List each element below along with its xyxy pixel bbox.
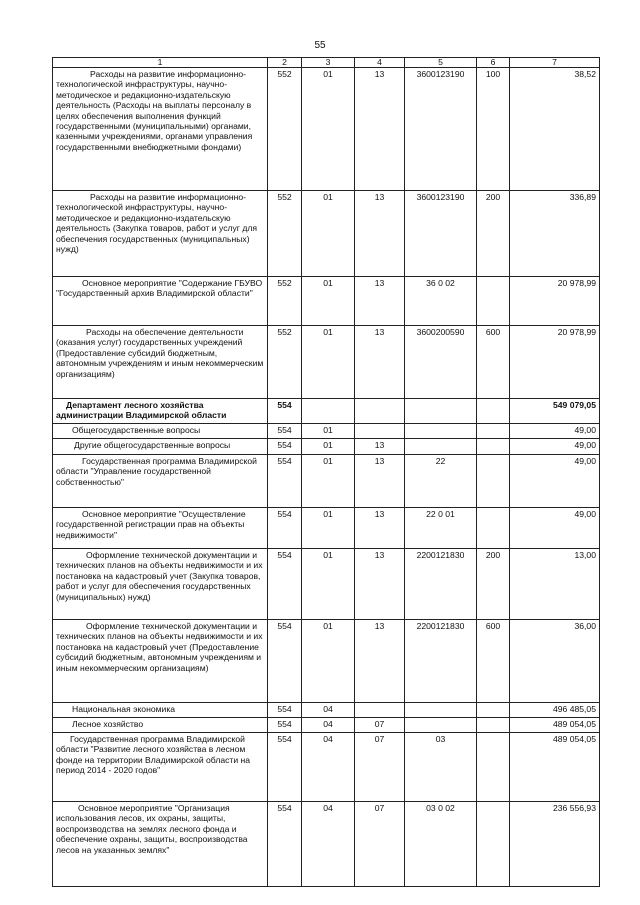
expense-type-cell: 200 <box>477 549 510 620</box>
grbs-code-cell: 554 <box>268 703 302 718</box>
amount-cell: 13,00 <box>510 549 600 620</box>
section-code-cell: 04 <box>302 802 355 887</box>
item-name-cell <box>53 277 268 326</box>
grbs-code-cell: 554 <box>268 718 302 733</box>
item-name-text: Другие общегосударственные вопросы <box>74 440 231 450</box>
amount-cell: 49,00 <box>510 508 600 549</box>
target-code-cell <box>405 703 477 718</box>
item-name-text: Государственная программа Владимирской области "Развитие лесного хозяйства в лесном фонде на территории Владимирской области на период 2014 - 2020 годов" <box>56 734 251 776</box>
table-row <box>53 549 600 620</box>
table-row <box>53 455 600 508</box>
amount-cell: 36,00 <box>510 620 600 703</box>
target-code-cell: 22 0 01 <box>405 508 477 549</box>
subsection-code-cell: 13 <box>355 277 405 326</box>
amount-cell: 489 054,05 <box>510 718 600 733</box>
target-code-cell: 2200121830 <box>405 620 477 703</box>
table-row <box>53 733 600 802</box>
grbs-code-cell: 554 <box>268 455 302 508</box>
expense-type-cell <box>477 455 510 508</box>
item-name-cell <box>53 549 268 620</box>
item-name-text: Основное мероприятие "Содержание ГБУВО "Государственный архив Владимирской области" <box>56 278 263 299</box>
item-name-text: Расходы на обеспечение деятельности (оказания услуг) государственных учреждений (Предоставление субсидий бюджетным, автономным учреждениям и иным некоммерческим организациям) <box>56 327 264 379</box>
item-name-cell <box>53 620 268 703</box>
table-row <box>53 620 600 703</box>
subsection-code-cell <box>355 424 405 439</box>
item-name-cell <box>53 718 268 733</box>
amount-cell: 38,52 <box>510 68 600 191</box>
header-cell: 7 <box>510 58 600 68</box>
target-code-cell <box>405 439 477 455</box>
header-cell: 4 <box>355 58 405 68</box>
header-cell: 2 <box>268 58 302 68</box>
expense-type-cell: 600 <box>477 326 510 399</box>
table-row <box>53 68 600 191</box>
section-code-cell: 01 <box>302 326 355 399</box>
subsection-code-cell: 07 <box>355 733 405 802</box>
target-code-cell: 03 <box>405 733 477 802</box>
table-row <box>53 191 600 277</box>
section-code-cell: 01 <box>302 439 355 455</box>
item-name-text: Расходы на развитие информационно-технологической инфраструктуры, научно-методическое и редакционно-издательскую деятельность (Закупка товаров, работ и услуг для обеспечения государственных (муниципальных) нужд) <box>56 192 258 255</box>
grbs-code-cell: 552 <box>268 68 302 191</box>
grbs-code-cell: 554 <box>268 802 302 887</box>
subsection-code-cell: 07 <box>355 718 405 733</box>
item-name-cell <box>53 802 268 887</box>
amount-cell: 489 054,05 <box>510 733 600 802</box>
subsection-code-cell: 13 <box>355 508 405 549</box>
expense-type-cell: 600 <box>477 620 510 703</box>
expense-type-cell: 200 <box>477 191 510 277</box>
section-code-cell: 01 <box>302 424 355 439</box>
table-row <box>53 277 600 326</box>
item-name-text: Оформление технической документации и технических планов на объекты недвижимости и их постановка на кадастровый учет (Предоставление субсидий бюджетным, автономным учреждениям и иным некоммерческим организациям) <box>56 621 263 673</box>
header-cell: 5 <box>405 58 477 68</box>
amount-cell: 20 978,99 <box>510 326 600 399</box>
expense-type-cell <box>477 508 510 549</box>
header-cell: 3 <box>302 58 355 68</box>
item-name-cell <box>53 439 268 455</box>
target-code-cell: 36 0 02 <box>405 277 477 326</box>
amount-cell: 549 079,05 <box>510 399 600 424</box>
subsection-code-cell: 13 <box>355 326 405 399</box>
header-cell: 6 <box>477 58 510 68</box>
subsection-code-cell: 13 <box>355 191 405 277</box>
amount-cell: 20 978,99 <box>510 277 600 326</box>
table-row <box>53 424 600 439</box>
subsection-code-cell: 13 <box>355 455 405 508</box>
expense-type-cell <box>477 733 510 802</box>
target-code-cell <box>405 399 477 424</box>
item-name-cell <box>53 455 268 508</box>
subsection-code-cell: 13 <box>355 439 405 455</box>
target-code-cell: 2200121830 <box>405 549 477 620</box>
item-name-text: Общегосударственные вопросы <box>72 425 201 435</box>
grbs-code-cell: 554 <box>268 733 302 802</box>
grbs-code-cell: 554 <box>268 424 302 439</box>
amount-cell: 49,00 <box>510 424 600 439</box>
target-code-cell: 3600123190 <box>405 68 477 191</box>
expense-type-cell <box>477 439 510 455</box>
grbs-code-cell: 552 <box>268 191 302 277</box>
page-number: 55 <box>314 40 326 51</box>
table-row <box>53 439 600 455</box>
section-code-cell: 01 <box>302 191 355 277</box>
subsection-code-cell <box>355 399 405 424</box>
table-row <box>53 703 600 718</box>
item-name-cell <box>53 326 268 399</box>
table-row <box>53 718 600 733</box>
section-code-cell: 04 <box>302 703 355 718</box>
grbs-code-cell: 554 <box>268 439 302 455</box>
target-code-cell <box>405 424 477 439</box>
item-name-text: Основное мероприятие "Осуществление государственной регистрации прав на объекты недвижимости" <box>56 509 246 540</box>
subsection-code-cell <box>355 703 405 718</box>
table-row <box>53 326 600 399</box>
item-name-cell <box>53 703 268 718</box>
section-code-cell: 01 <box>302 549 355 620</box>
section-code-cell: 01 <box>302 68 355 191</box>
table-body <box>53 68 600 887</box>
target-code-cell: 22 <box>405 455 477 508</box>
item-name-cell <box>53 508 268 549</box>
item-name-text: Основное мероприятие "Организация использования лесов, их охраны, защиты, воспроизводства на землях лесного фонда и обеспечение охраны, защиты, воспроизводства лесов на указанных землях" <box>56 803 248 855</box>
table-row <box>53 399 600 424</box>
amount-cell: 49,00 <box>510 439 600 455</box>
target-code-cell: 3600123190 <box>405 191 477 277</box>
subsection-code-cell: 13 <box>355 549 405 620</box>
expense-type-cell <box>477 718 510 733</box>
section-code-cell: 01 <box>302 277 355 326</box>
expense-type-cell <box>477 802 510 887</box>
table-row <box>53 802 600 887</box>
amount-cell: 236 556,93 <box>510 802 600 887</box>
table-row <box>53 508 600 549</box>
item-name-cell <box>53 399 268 424</box>
subsection-code-cell: 07 <box>355 802 405 887</box>
item-name-cell <box>53 733 268 802</box>
item-name-text: Департамент лесного хозяйства администрации Владимирской области <box>56 400 227 421</box>
item-name-text: Расходы на развитие информационно-технологической инфраструктуры, научно-методическое и редакционно-издательскую деятельность (Расходы на выплаты персоналу в целях обеспечения выполнения функций государственными (муниципальными) органами, казенными учреждениями, органами управления государственными внебюджетными фондами) <box>56 69 253 152</box>
amount-cell: 49,00 <box>510 455 600 508</box>
header-cell: 1 <box>53 58 268 68</box>
section-code-cell: 01 <box>302 455 355 508</box>
item-name-text: Лесное хозяйство <box>72 719 144 729</box>
grbs-code-cell: 554 <box>268 549 302 620</box>
grbs-code-cell: 554 <box>268 399 302 424</box>
grbs-code-cell: 554 <box>268 620 302 703</box>
section-code-cell <box>302 399 355 424</box>
expense-type-cell <box>477 424 510 439</box>
grbs-code-cell: 552 <box>268 277 302 326</box>
item-name-text: Национальная экономика <box>72 704 176 714</box>
header-row <box>53 58 600 68</box>
expense-type-cell <box>477 703 510 718</box>
subsection-code-cell: 13 <box>355 68 405 191</box>
grbs-code-cell: 554 <box>268 508 302 549</box>
target-code-cell <box>405 718 477 733</box>
section-code-cell: 01 <box>302 508 355 549</box>
item-name-cell <box>53 191 268 277</box>
expense-type-cell <box>477 277 510 326</box>
budget-table <box>52 57 600 887</box>
item-name-cell <box>53 424 268 439</box>
subsection-code-cell: 13 <box>355 620 405 703</box>
amount-cell: 496 485,05 <box>510 703 600 718</box>
item-name-cell <box>53 68 268 191</box>
grbs-code-cell: 552 <box>268 326 302 399</box>
expense-type-cell: 100 <box>477 68 510 191</box>
section-code-cell: 04 <box>302 718 355 733</box>
item-name-text: Государственная программа Владимирской области "Управление государственной собственностью" <box>56 456 257 487</box>
item-name-text: Оформление технической документации и технических планов на объекты недвижимости и их постановка на кадастровый учет (Закупка товаров, работ и услуг для обеспечения государственных (муниципальных) нужд) <box>56 550 263 602</box>
expense-type-cell <box>477 399 510 424</box>
target-code-cell: 03 0 02 <box>405 802 477 887</box>
section-code-cell: 04 <box>302 733 355 802</box>
target-code-cell: 3600200590 <box>405 326 477 399</box>
amount-cell: 336,89 <box>510 191 600 277</box>
section-code-cell: 01 <box>302 620 355 703</box>
